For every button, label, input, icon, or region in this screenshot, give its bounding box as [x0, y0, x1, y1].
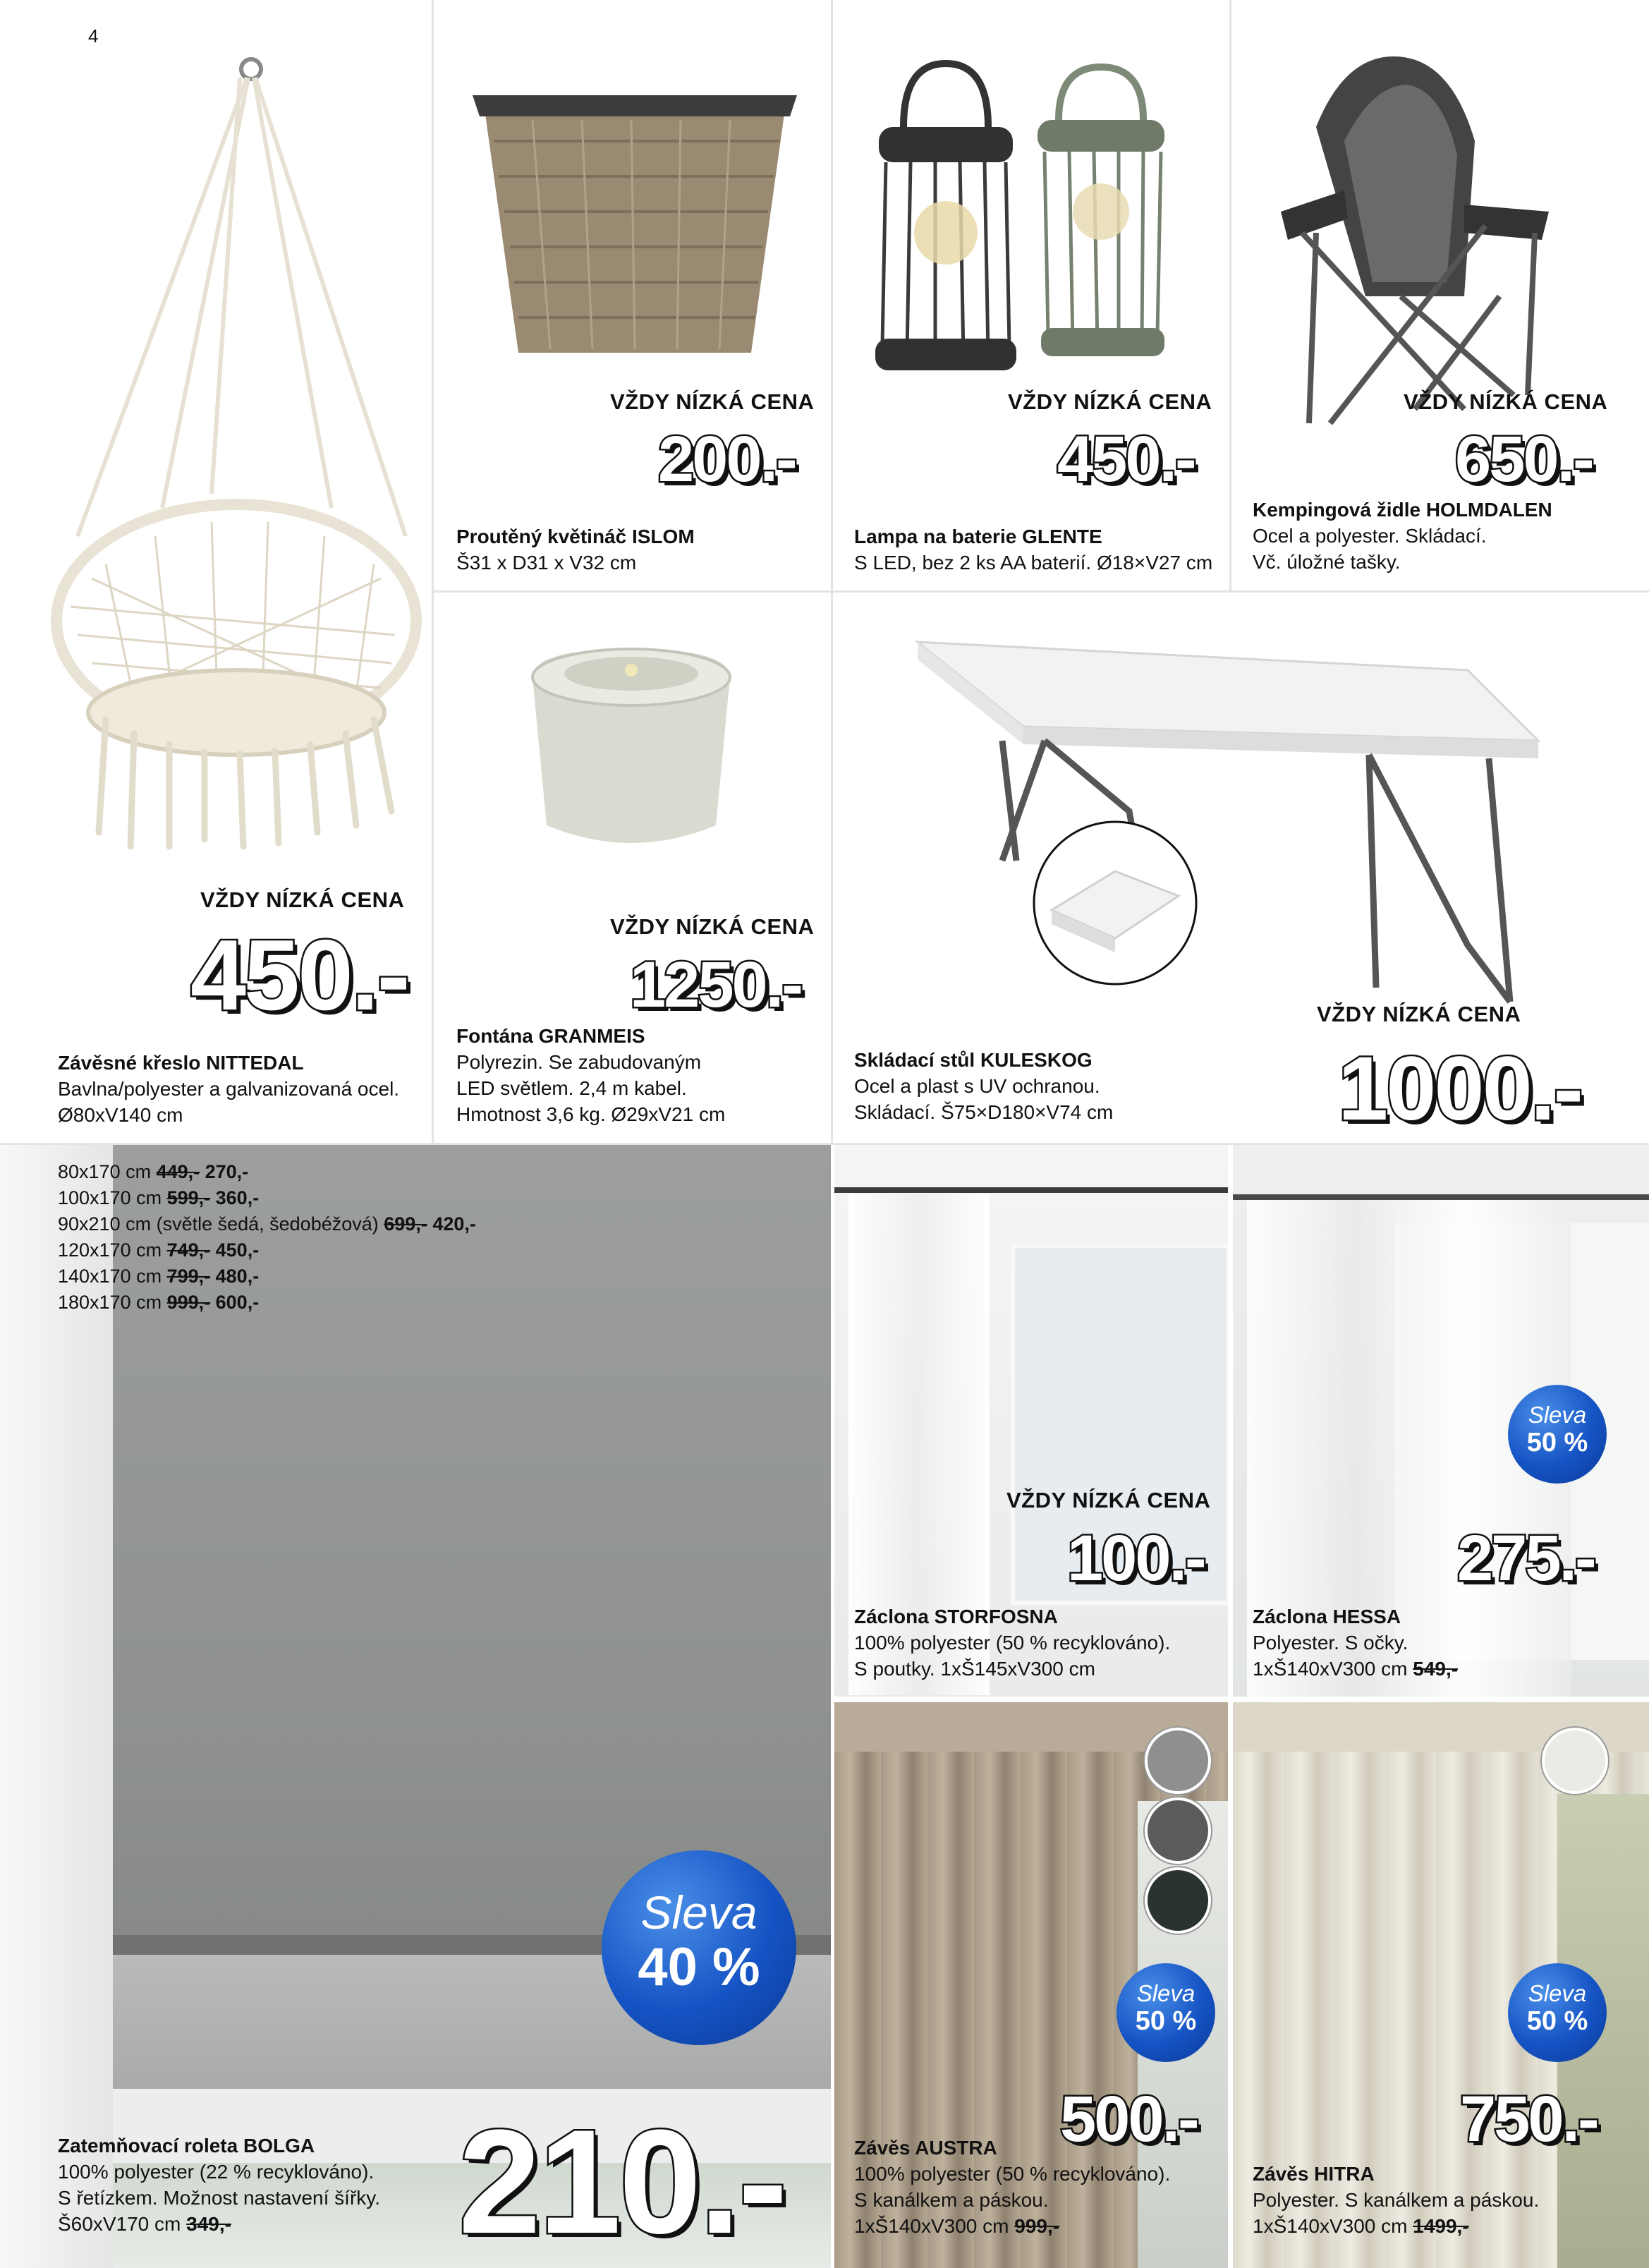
product-storfosna	[834, 1145, 1228, 1697]
bolga-size-list	[58, 1159, 476, 1316]
title-austra: Závěs AUSTRA	[854, 2137, 997, 2159]
color-swatch-dark-grey[interactable]	[1145, 1797, 1211, 1864]
old-price: 349,-	[186, 2213, 231, 2235]
color-swatch-grey[interactable]	[1145, 1728, 1211, 1794]
desc-line: Š31 x D31 x V32 cm	[456, 552, 637, 574]
size-label: 90x210 cm (světle šedá, šedobéžová)	[58, 1213, 384, 1235]
title-granmeis: Fontána GRANMEIS	[456, 1025, 645, 1047]
new-price: 420,-	[427, 1213, 476, 1235]
desc-line: S kanálkem a páskou.	[854, 2189, 1049, 2211]
discount-word: Sleva	[1528, 1980, 1587, 2006]
always-low-price-label: VŽDY NÍZKÁ CENA	[200, 887, 405, 912]
description-kuleskog	[854, 1047, 1113, 1125]
description-hessa	[1253, 1603, 1458, 1682]
desc-line: Ø80xV140 cm	[58, 1104, 183, 1126]
size-row	[58, 1237, 476, 1263]
old-price: 699,-	[384, 1213, 427, 1235]
desc-line: LED světlem. 2,4 m kabel.	[456, 1077, 687, 1099]
old-price: 449,-	[156, 1161, 200, 1182]
lantern-image	[833, 0, 1229, 395]
new-price: 600,-	[210, 1292, 260, 1313]
new-price: 480,-	[210, 1266, 260, 1287]
title-islom: Proutěný květináč ISLOM	[456, 526, 695, 547]
old-price: 599,-	[166, 1187, 211, 1208]
new-price: 360,-	[210, 1187, 260, 1208]
desc-line: S poutky. 1xŠ145xV300 cm	[854, 1658, 1095, 1680]
size-row	[58, 1290, 476, 1316]
always-low-price-label: VŽDY NÍZKÁ CENA	[1404, 389, 1608, 414]
discount-word: Sleva	[640, 1886, 757, 1939]
description-austra	[854, 2135, 1170, 2239]
size-row	[58, 1159, 476, 1185]
description-glente	[854, 523, 1212, 576]
product-hessa	[1233, 1145, 1649, 1697]
price-austra: 500.-	[1060, 2083, 1198, 2155]
price-kuleskog: 1000.-	[1338, 1038, 1581, 1139]
desc-text: 1xŠ140xV300 cm	[1253, 1658, 1413, 1680]
always-low-price-label: VŽDY NÍZKÁ CENA	[1317, 1002, 1521, 1026]
color-swatch-dark-green[interactable]	[1145, 1867, 1211, 1934]
size-label: 180x170 cm	[58, 1292, 167, 1313]
new-price: 270,-	[200, 1161, 249, 1182]
description-hitra	[1253, 2161, 1539, 2239]
product-hitra	[1233, 1702, 1649, 2268]
camping-chair-image	[1231, 0, 1649, 437]
folding-table-image	[833, 593, 1649, 1030]
product-bolga	[0, 1145, 831, 2268]
title-storfosna: Záclona STORFOSNA	[854, 1606, 1058, 1627]
desc-text: Š60xV170 cm	[58, 2213, 187, 2235]
size-row	[58, 1211, 476, 1237]
always-low-price-label: VŽDY NÍZKÁ CENA	[1008, 389, 1212, 414]
description-storfosna	[854, 1603, 1170, 1682]
size-row	[58, 1185, 476, 1211]
desc-line: S řetízkem. Možnost nastavení šířky.	[58, 2187, 380, 2209]
size-label: 80x170 cm	[58, 1161, 157, 1182]
title-bolga: Zatemňovací roleta BOLGA	[58, 2135, 315, 2157]
size-label: 100x170 cm	[58, 1187, 167, 1208]
price-hitra: 750.-	[1460, 2083, 1598, 2155]
title-glente: Lampa na baterie GLENTE	[854, 526, 1102, 547]
planter-image	[434, 0, 831, 381]
size-label: 140x170 cm	[58, 1266, 167, 1287]
description-islom	[456, 523, 695, 576]
discount-word: Sleva	[1528, 1402, 1587, 1428]
desc-line: Hmotnost 3,6 kg. Ø29xV21 cm	[456, 1103, 726, 1125]
product-nittedal	[0, 0, 432, 1143]
description-granmeis	[456, 1023, 725, 1127]
old-price: 799,-	[166, 1266, 211, 1287]
old-price: 999,-	[166, 1292, 211, 1313]
discount-badge-bolga	[602, 1850, 796, 2045]
price-storfosna: 100.-	[1067, 1522, 1205, 1594]
product-islom	[434, 0, 831, 590]
discount-word: Sleva	[1136, 1980, 1195, 2006]
hanging-chair-image	[0, 0, 432, 903]
discount-badge-austra	[1116, 1963, 1215, 2062]
desc-line	[1253, 1656, 1458, 1682]
desc-line: 100% polyester (50 % recyklováno).	[854, 2163, 1171, 2185]
old-price: 1499,-	[1413, 2215, 1469, 2237]
discount-badge-hitra	[1508, 1963, 1607, 2062]
desc-line: Polyrezin. Se zabudovaným	[456, 1051, 702, 1073]
price-glente: 450.-	[1057, 423, 1195, 495]
size-row	[58, 1263, 476, 1290]
new-price: 450,-	[210, 1239, 260, 1261]
old-price: 549,-	[1413, 1658, 1459, 1680]
title-nittedal: Závěsné křeslo NITTEDAL	[58, 1052, 304, 1074]
desc-line: Ocel a plast s UV ochranou.	[854, 1075, 1100, 1097]
product-austra	[834, 1702, 1228, 2268]
desc-line: 100% polyester (22 % recyklováno).	[58, 2161, 375, 2183]
desc-line: Bavlna/polyester a galvanizovaná ocel.	[58, 1078, 400, 1100]
desc-line: S LED, bez 2 ks AA baterií. Ø18×V27 cm	[854, 552, 1213, 574]
desc-line: Polyester. S očky.	[1253, 1632, 1408, 1654]
product-kuleskog	[833, 593, 1649, 1143]
title-hessa: Záclona HESSA	[1253, 1606, 1401, 1627]
product-glente	[833, 0, 1229, 590]
desc-line: Skládací. Š75×D180×V74 cm	[854, 1101, 1114, 1123]
price-bolga: 210.-	[458, 2099, 786, 2264]
price-holmdalen: 650.-	[1455, 423, 1593, 495]
title-kuleskog: Skládací stůl KULESKOG	[854, 1049, 1093, 1071]
product-granmeis	[434, 593, 831, 1143]
product-holmdalen	[1231, 0, 1649, 590]
title-holmdalen: Kempingová židle HOLMDALEN	[1253, 499, 1552, 521]
price-hessa: 275.-	[1457, 1522, 1595, 1594]
discount-percent: 50 %	[1526, 2006, 1588, 2036]
desc-line	[854, 2213, 1170, 2239]
old-price: 749,-	[166, 1239, 211, 1261]
always-low-price-label: VŽDY NÍZKÁ CENA	[610, 389, 815, 414]
price-nittedal: 450.-	[190, 919, 408, 1031]
desc-text: 1xŠ140xV300 cm	[854, 2215, 1015, 2237]
color-swatch-light[interactable]	[1542, 1728, 1608, 1794]
desc-line	[1253, 2213, 1539, 2239]
title-hitra: Závěs HITRA	[1253, 2163, 1375, 2185]
desc-text: 1xŠ140xV300 cm	[1253, 2215, 1413, 2237]
discount-percent: 50 %	[1135, 2006, 1197, 2036]
desc-line: Polyester. S kanálkem a páskou.	[1253, 2189, 1540, 2211]
always-low-price-label: VŽDY NÍZKÁ CENA	[1006, 1488, 1211, 1512]
price-granmeis: 1250.-	[630, 949, 801, 1021]
fountain-image	[434, 593, 831, 875]
always-low-price-label: VŽDY NÍZKÁ CENA	[610, 914, 815, 939]
desc-line: Ocel a polyester. Skládací.	[1253, 525, 1487, 547]
description-holmdalen	[1253, 497, 1552, 575]
desc-line: 100% polyester (50 % recyklováno).	[854, 1632, 1171, 1654]
size-label: 120x170 cm	[58, 1239, 167, 1261]
desc-line: Vč. úložné tašky.	[1253, 551, 1401, 573]
description-nittedal	[58, 1050, 399, 1128]
description-bolga	[58, 2133, 380, 2237]
old-price: 999,-	[1014, 2215, 1060, 2237]
desc-line	[58, 2211, 380, 2237]
page-number: 4	[88, 25, 99, 47]
discount-percent: 40 %	[638, 1937, 760, 1997]
price-islom: 200.-	[658, 423, 796, 495]
discount-badge-hessa	[1508, 1385, 1607, 1484]
discount-percent: 50 %	[1526, 1428, 1588, 1457]
